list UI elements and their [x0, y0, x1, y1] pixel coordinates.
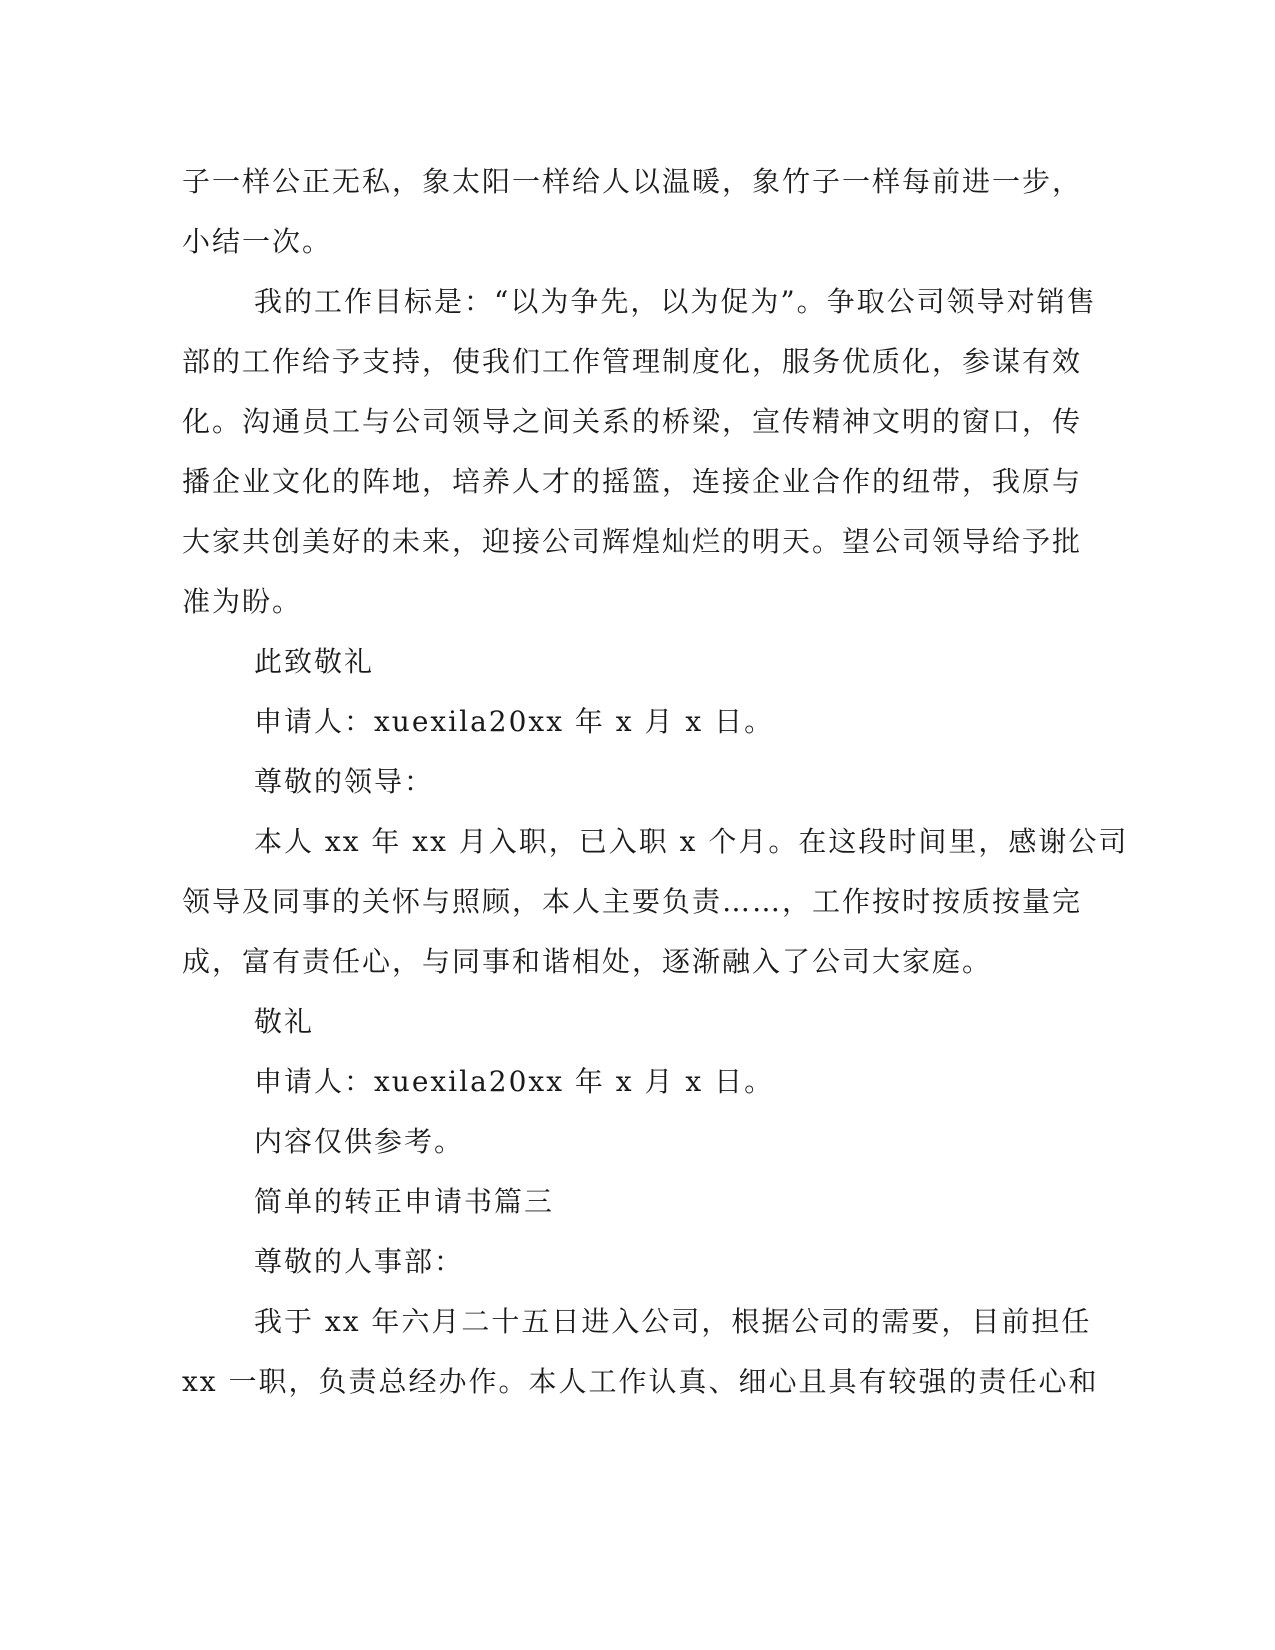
paragraph-line: 领导及同事的关怀与照顾，本人主要负责……，工作按时按质按量完: [182, 885, 1083, 918]
paragraph-line: 尊敬的人事部：: [254, 1245, 465, 1278]
paragraph-line: xx 一职，负责总经办作。本人工作认真、细心且具有较强的责任心和: [182, 1365, 1099, 1398]
paragraph-line: 大家共创美好的未来，迎接公司辉煌灿烂的明天。望公司领导给予批: [182, 525, 1083, 558]
paragraph-line: 成，富有责任心，与同事和谐相处，逐渐融入了公司大家庭。: [182, 945, 993, 978]
paragraph-line: 申请人：xuexila20xx 年 x 月 x 日。: [254, 1065, 775, 1098]
paragraph-line: 准为盼。: [182, 585, 303, 618]
paragraph-line: 此致敬礼: [254, 645, 375, 678]
document-body: [182, 152, 1129, 1412]
paragraph-line: 子一样公正无私，象太阳一样给人以温暖，象竹子一样每前进一步，: [182, 165, 1083, 198]
paragraph-line: 我于 xx 年六月二十五日进入公司，根据公司的需要，目前担任: [254, 1305, 1092, 1338]
paragraph-line: 内容仅供参考。: [254, 1125, 465, 1158]
paragraph-line: 播企业文化的阵地，培养人才的摇篮，连接企业合作的纽带，我原与: [182, 465, 1083, 498]
paragraph-line: 本人 xx 年 xx 月入职，已入职 x 个月。在这段时间里，感谢公司: [254, 825, 1129, 858]
paragraph-line: 小结一次。: [182, 225, 333, 258]
paragraph-line: 化。沟通员工与公司领导之间关系的桥梁，宣传精神文明的窗口，传: [182, 405, 1083, 438]
paragraph-line: 简单的转正申请书篇三: [254, 1185, 555, 1218]
paragraph-line: 我的工作目标是：“以为争先，以为促为”。争取公司领导对销售: [254, 285, 1097, 318]
paragraph-line: 敬礼: [254, 1005, 315, 1038]
paragraph-line: 申请人：xuexila20xx 年 x 月 x 日。: [254, 705, 775, 738]
paragraph-line: 尊敬的领导：: [254, 765, 435, 798]
paragraph-line: 部的工作给予支持，使我们工作管理制度化，服务优质化，参谋有效: [182, 345, 1083, 378]
